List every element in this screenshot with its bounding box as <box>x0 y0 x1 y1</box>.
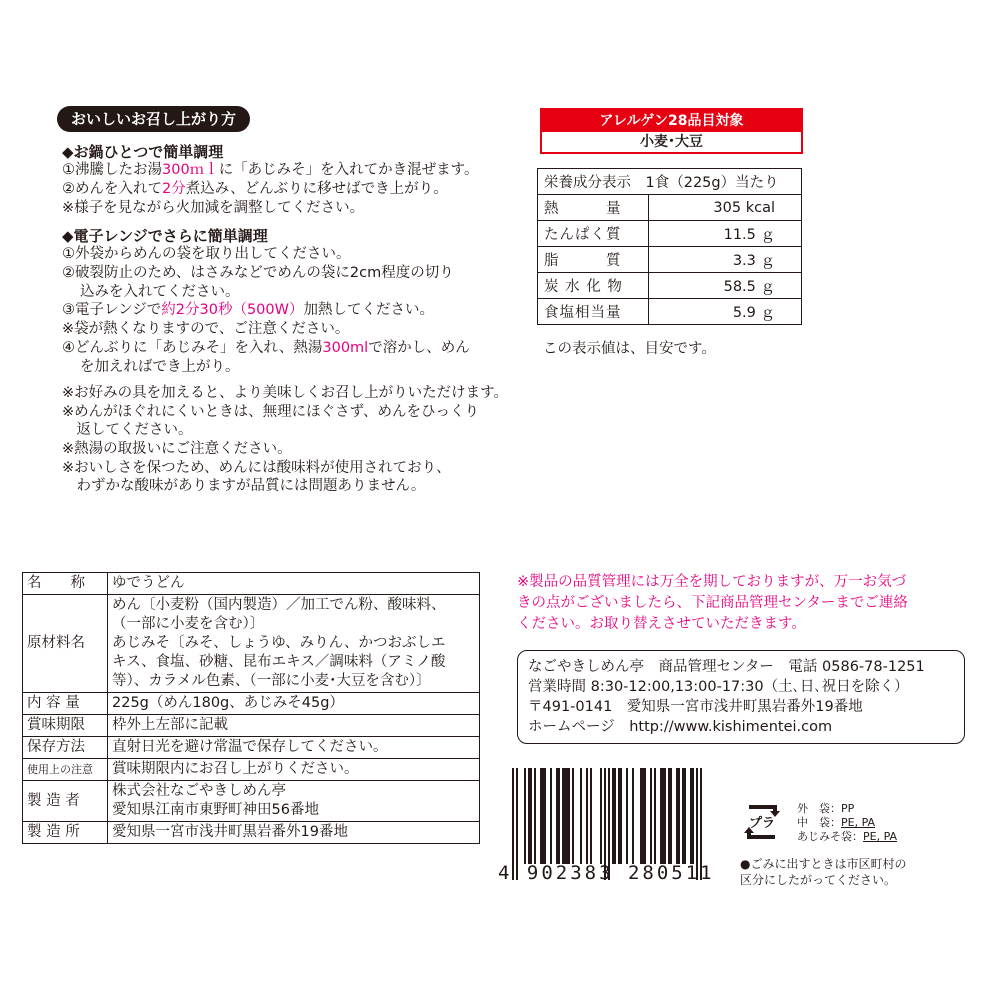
microwave-step-4-amount: 300ml <box>322 340 369 356</box>
nutrition-row <box>538 247 802 273</box>
barcode-bar <box>632 768 634 864</box>
nutrition-row <box>538 195 802 221</box>
pla-recycle-icon <box>737 797 787 847</box>
barcode-bar <box>640 768 642 864</box>
nutrition-table <box>537 168 802 325</box>
info-value-best-before: 枠外上左部に記載 <box>108 715 480 737</box>
barcode-bar <box>572 768 574 864</box>
pot-step-2 <box>62 180 448 199</box>
contact-center-phone: なごやきしめん亭 商品管理センター 電話 0586-78-1251 <box>528 659 925 675</box>
info-label-best-before: 賞味期限 <box>23 715 108 737</box>
packaging-label: 中 袋： <box>797 816 841 829</box>
packaging-label: 外 袋： <box>797 802 841 815</box>
info-row-factory <box>23 822 480 844</box>
info-label-factory: 製 造 所 <box>23 822 108 844</box>
barcode-bar <box>662 768 664 864</box>
info-value-name: ゆでうどん <box>108 573 480 595</box>
info-label-storage: 保存方法 <box>23 737 108 759</box>
pot-note: ※様子を見ながら火加減を調整してください。 <box>62 200 365 216</box>
microwave-step-4b: を加えればでき上がり。 <box>80 359 240 375</box>
info-label-usage: 使用上の注意 <box>23 759 108 781</box>
barcode-bar <box>562 768 564 864</box>
barcode-bar <box>600 768 602 864</box>
info-value-usage: 賞味期限内にお召し上がりください。 <box>108 759 480 781</box>
cooking-note-3: ※熱湯の取扱いにご注意ください。 <box>62 441 292 457</box>
microwave-step-2a: ②破裂防止のため、はさみなどでめんの袋に2cm程度の切り <box>62 265 454 281</box>
barcode-bar <box>542 768 544 864</box>
nutrition-value: 5.9 ｇ <box>649 299 802 325</box>
notice-line: ください。お取り替えさせていただきます。 <box>517 616 806 632</box>
microwave-step-3-text: ③電子レンジで <box>62 302 162 318</box>
pot-step-2-time: 2分 <box>162 181 186 197</box>
microwave-step-3 <box>62 301 434 320</box>
info-row-maker <box>23 781 480 822</box>
nutrition-label: たんぱく質 <box>538 221 649 247</box>
pot-step-1-text: ①沸騰したお湯 <box>62 162 162 178</box>
info-value-content: 225g（めん180g、あじみそ45g） <box>108 693 480 715</box>
nutrition-value: 11.5 ｇ <box>649 221 802 247</box>
barcode-bar <box>590 768 592 864</box>
info-row-content <box>23 693 480 715</box>
info-label-name: 名 称 <box>23 573 108 595</box>
barcode-bar <box>692 768 694 864</box>
packaging-value: PE, PA <box>863 830 898 843</box>
info-row-usage <box>23 759 480 781</box>
info-row-best-before <box>23 715 480 737</box>
contact-hours: 営業時間 8:30-12:00,13:00-17:30（土､日､祝日を除く） <box>528 679 909 695</box>
nutrition-row <box>538 221 802 247</box>
ingredients-line: あじみそ〔みそ、しょうゆ、みりん、かつおぶしエ <box>112 635 446 651</box>
packaging-label: あじみそ袋： <box>797 830 863 843</box>
info-row-storage <box>23 737 480 759</box>
packaging-value: PP <box>841 802 855 815</box>
barcode-bar <box>586 768 588 864</box>
barcode-bar <box>556 768 558 864</box>
quality-notice <box>517 572 908 635</box>
disposal-line: 区分にしたがってください。 <box>740 873 897 887</box>
microwave-step-2b: 込みを入れてください。 <box>80 284 240 300</box>
nutrition-label: 食塩相当量 <box>538 299 649 325</box>
barcode-bar <box>660 768 662 864</box>
disposal-note <box>740 856 906 888</box>
contact-address: 〒491-0141 愛知県一宮市浅井町黒岩番外19番地 <box>528 699 863 715</box>
pot-step-1-rest: に「あじみそ」を入れてかき混ぜます。 <box>218 162 479 178</box>
microwave-heading: ◆電子レンジでさらに簡単調理 <box>62 227 268 245</box>
info-row-name <box>23 573 480 595</box>
allergen-items: 小麦･大豆 <box>640 134 703 150</box>
barcode-bar <box>612 768 614 864</box>
nutrition-note: この表示値は、目安です。 <box>543 341 716 357</box>
barcode-bar <box>524 768 526 864</box>
cooking-note-4b: わずかな酸味がありますが品質には問題ありません。 <box>62 478 426 494</box>
barcode-bar <box>682 768 684 864</box>
packaging-materials <box>797 802 897 844</box>
ingredients-line: （一部に小麦を含む）〕 <box>112 616 265 632</box>
info-value-maker <box>108 781 480 822</box>
allergen-box <box>540 108 803 154</box>
pot-step-1 <box>62 161 479 180</box>
barcode-bar <box>664 768 666 864</box>
nutrition-value: 3.3 ｇ <box>649 247 802 273</box>
packaging-row-inner <box>797 816 897 830</box>
info-value-storage: 直射日光を避け常温で保存してください。 <box>108 737 480 759</box>
barcode-bar <box>690 768 692 864</box>
microwave-note: ※袋が熱くなりますので、ご注意ください。 <box>62 321 350 337</box>
info-value-ingredients <box>108 595 480 693</box>
pot-step-2-rest: 煮込み、どんぶりに移せばでき上がり。 <box>185 181 448 197</box>
barcode-bar <box>534 768 536 864</box>
ingredients-line: 等）、カラメル色素、（一部に小麦･大豆を含む）〕 <box>112 673 431 689</box>
barcode-digits: 4 902383 280511 <box>498 862 715 884</box>
cooking-note-4: ※おいしさを保つため、めんには酸味料が使用されており、 <box>62 460 451 476</box>
contact-box <box>517 650 965 744</box>
microwave-step-4-text: ④どんぶりに「あじみそ」を入れ、熱湯 <box>62 340 323 356</box>
nutrition-header-row <box>538 169 802 195</box>
cooking-note-1: ※お好みの具を加えると、より美味しくお召し上がりいただけます。 <box>62 385 508 401</box>
cooking-note-2b: 返してください。 <box>62 422 193 438</box>
pla-mark: プラ <box>748 816 776 831</box>
barcode-bar <box>684 768 686 864</box>
barcode-bar <box>668 768 670 864</box>
barcode-bar <box>540 768 542 864</box>
barcode-bar <box>566 768 568 864</box>
disposal-line: ●ごみに出すときは市区町村の <box>740 857 907 871</box>
microwave-step-3-time: 約2分30秒（500W） <box>161 302 304 318</box>
maker-company: 株式会社なごやきしめん亭 <box>112 783 286 799</box>
ingredients-line: めん〔小麦粉（国内製造）／加工でん粉、酸味料、 <box>112 597 446 613</box>
contact-homepage[interactable]: ホームページ http://www.kishimentei.com <box>528 719 833 735</box>
microwave-step-4 <box>62 339 470 358</box>
allergen-title: アレルゲン28品目対象 <box>542 110 801 132</box>
microwave-step-3-rest: 加熱してください。 <box>303 302 434 318</box>
info-label-maker: 製 造 者 <box>23 781 108 822</box>
barcode-bar <box>654 768 656 864</box>
barcode-bar <box>558 768 560 864</box>
nutrition-row <box>538 299 802 325</box>
maker-address: 愛知県江南市東野町神田56番地 <box>112 802 319 818</box>
nutrition-label: 熱 量 <box>538 195 649 221</box>
nutrition-value: 305 kcal <box>649 195 802 221</box>
nutrition-row <box>538 273 802 299</box>
barcode-bar <box>580 768 582 864</box>
info-label-ingredients: 原材料名 <box>23 595 108 693</box>
barcode-bar <box>642 768 644 864</box>
barcode-bar <box>626 768 628 864</box>
microwave-step-4-rest: で溶かし、めん <box>368 340 470 356</box>
barcode-bar <box>564 768 566 864</box>
barcode-bar <box>670 768 672 864</box>
barcode-bar <box>544 768 546 864</box>
info-label-content: 内 容 量 <box>23 693 108 715</box>
pot-heading: ◆お鍋ひとつで簡単調理 <box>62 143 224 161</box>
notice-line: きの点がございましたら、下記商品管理センターまでご連絡 <box>517 595 908 611</box>
barcode-bar <box>650 768 652 864</box>
cooking-note-2: ※めんがほぐれにくいときは、無理にほぐさず、めんをひっくり <box>62 404 479 420</box>
barcode-bar <box>678 768 680 864</box>
cooking-title: おいしいお召し上がり方 <box>57 106 250 132</box>
packaging-row-sauce <box>797 830 897 844</box>
microwave-step-1: ①外袋からめんの袋を取り出してください。 <box>62 246 351 262</box>
ingredients-line: キス、食塩、砂糖、昆布エキス／調味料（アミノ酸 <box>112 654 446 670</box>
notice-line: ※製品の品質管理には万全を期しておりますが、万一お気づ <box>517 574 907 590</box>
barcode-bar <box>530 768 532 864</box>
packaging-value: PE, PA <box>841 816 876 829</box>
info-value-factory: 愛知県一宮市浅井町黒岩番外19番地 <box>108 822 480 844</box>
barcode-bar <box>550 768 552 864</box>
nutrition-label: 炭 水 化 物 <box>538 273 649 299</box>
barcode-bar <box>568 768 570 864</box>
barcode-bar <box>618 768 620 864</box>
nutrition-label: 脂 質 <box>538 247 649 273</box>
barcode-bar <box>676 768 678 864</box>
product-info-table <box>22 572 480 844</box>
packaging-row-outer <box>797 802 897 816</box>
pot-step-1-amount: 300ｍｌ <box>162 162 219 178</box>
barcode-bar <box>620 768 622 864</box>
barcode-bar <box>644 768 646 864</box>
barcode-bar <box>614 768 616 864</box>
barcode-bar <box>528 768 530 864</box>
nutrition-header: 栄養成分表示 1食（225g）当たり <box>538 169 802 195</box>
info-row-ingredients <box>23 595 480 693</box>
pot-step-2-text: ②めんを入れて <box>62 181 162 197</box>
nutrition-value: 58.5 ｇ <box>649 273 802 299</box>
